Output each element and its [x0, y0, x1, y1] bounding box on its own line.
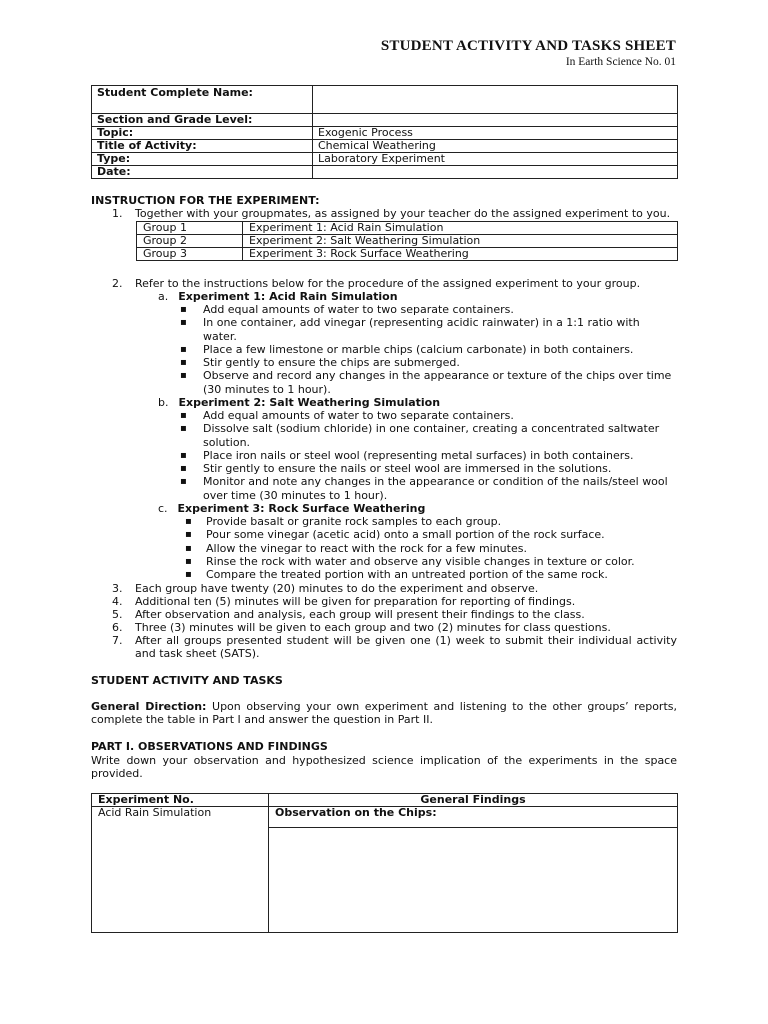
step-item: ▪ Add equal amounts of water to two separate containers. — [180, 303, 677, 316]
info-value-field[interactable] — [313, 86, 678, 114]
step-item: ▪ In one container, add vinegar (representing acidic rainwater) in a 1:1 ratio with water. — [180, 316, 677, 343]
info-value: Chemical Weathering — [313, 140, 678, 153]
group-name: Group 3 — [137, 248, 243, 261]
instruction-item: Refer to the instructions below for the procedure of the assigned experiment to your group. — [135, 277, 641, 290]
general-direction-label: General Direction: — [91, 700, 207, 713]
col-general-findings: General Findings — [269, 794, 678, 807]
experiment-title: Experiment 2: Salt Weathering Simulation — [178, 396, 441, 409]
general-direction — [91, 700, 677, 727]
obs-header-row — [92, 794, 678, 807]
item-number: 7. — [112, 634, 123, 647]
info-row — [92, 114, 678, 127]
step-item: ▪ Stir gently to ensure the chips are submerged. — [180, 356, 677, 369]
item-number: 2. — [112, 277, 123, 290]
step-item: ▪ Dissolve salt (sodium chloride) in one container, creating a concentrated saltwater solution. — [180, 422, 677, 449]
obs-row — [92, 807, 678, 828]
item-number: 4. — [112, 595, 123, 608]
sheet-title: STUDENT ACTIVITY AND TASKS SHEET — [380, 38, 676, 54]
step-item: ▪ Add equal amounts of water to two separate containers. — [180, 409, 677, 422]
step-item: ▪ Rinse the rock with water and observe any visible changes in texture or color. — [180, 555, 677, 568]
group-name: Group 2 — [137, 235, 243, 248]
obs-answer-field[interactable] — [269, 828, 678, 933]
info-label: Section and Grade Level: — [92, 114, 313, 127]
group-row — [137, 248, 678, 261]
step-item: ▪ Stir gently to ensure the nails or steel wool are immersed in the solutions. — [180, 462, 677, 475]
info-row — [92, 140, 678, 153]
group-row — [137, 222, 678, 235]
step-item: ▪ Place a few limestone or marble chips (calcium carbonate) in both containers. — [180, 343, 677, 356]
group-experiment: Experiment 2: Salt Weathering Simulation — [243, 235, 678, 248]
experiment-letter: c. — [158, 502, 168, 515]
item-number: 3. — [112, 582, 123, 595]
info-label: Title of Activity: — [92, 140, 313, 153]
col-experiment-no: Experiment No. — [92, 794, 269, 807]
step-item: ▪ Pour some vinegar (acetic acid) onto a small portion of the rock surface. — [180, 528, 677, 541]
info-row — [92, 153, 678, 166]
instruction-item: Together with your groupmates, as assigned by your teacher do the assigned experiment to you. — [135, 207, 671, 220]
info-value: Laboratory Experiment — [313, 153, 678, 166]
item-number: 1. — [112, 207, 123, 220]
activity-heading: STUDENT ACTIVITY AND TASKS — [91, 674, 283, 687]
step-item: ▪ Allow the vinegar to react with the rock for a few minutes. — [180, 542, 677, 555]
experiment-heading — [158, 290, 398, 303]
instruction-item: Additional ten (5) minutes will be given for preparation for reporting of findings. — [135, 595, 576, 608]
info-label: Student Complete Name: — [92, 86, 313, 114]
step-item: ▪ Observe and record any changes in the appearance or texture of the chips over time (30 minutes to 1 hour). — [180, 369, 677, 396]
experiment-letter: a. — [158, 290, 169, 303]
group-experiment: Experiment 3: Rock Surface Weathering — [243, 248, 678, 261]
experiment-heading — [158, 396, 440, 409]
sheet-subtitle: In Earth Science No. 01 — [565, 56, 676, 68]
experiment-steps — [180, 409, 677, 502]
info-row — [92, 166, 678, 179]
item-number: 5. — [112, 608, 123, 621]
instruction-item: Three (3) minutes will be given to each group and two (2) minutes for class questions. — [135, 621, 611, 634]
experiment-letter: b. — [158, 396, 169, 409]
observation-table — [91, 793, 678, 933]
info-label: Type: — [92, 153, 313, 166]
step-item: ▪ Place iron nails or steel wool (representing metal surfaces) in both containers. — [180, 449, 677, 462]
experiment-steps — [180, 303, 677, 396]
info-row — [92, 127, 678, 140]
experiment-heading — [158, 502, 425, 515]
group-assignment-table — [136, 221, 678, 261]
item-number: 6. — [112, 621, 123, 634]
part1-instructions: Write down your observation and hypothesized science implication of the experiments in the space provided. — [91, 754, 677, 781]
group-row — [137, 235, 678, 248]
student-info-table — [91, 85, 678, 179]
step-item: ▪ Provide basalt or granite rock samples to each group. — [180, 515, 677, 528]
obs-experiment-name: Acid Rain Simulation — [92, 807, 269, 933]
general-direction-text: Upon observing your own experiment and listening to the other groups’ reports, complete the table in Part I and answer the question in Part II. — [91, 700, 677, 727]
experiment-title: Experiment 1: Acid Rain Simulation — [178, 290, 398, 303]
experiment-title: Experiment 3: Rock Surface Weathering — [177, 502, 426, 515]
part1-heading: PART I. OBSERVATIONS AND FINDINGS — [91, 740, 328, 753]
info-row — [92, 86, 678, 114]
instruction-item: After all groups presented student will be given one (1) week to submit their individual activity and task sheet (SATS). — [135, 634, 677, 661]
info-value-field[interactable] — [313, 114, 678, 127]
info-label: Date: — [92, 166, 313, 179]
instruction-item: After observation and analysis, each group will present their findings to the class. — [135, 608, 585, 621]
step-item: ▪ Monitor and note any changes in the appearance or condition of the nails/steel wool over time (30 minutes to 1 hour). — [180, 475, 677, 502]
experiment-steps — [180, 515, 677, 581]
instruction-item: Each group have twenty (20) minutes to do the experiment and observe. — [135, 582, 539, 595]
info-value: Exogenic Process — [313, 127, 678, 140]
step-item: ▪ Compare the treated portion with an untreated portion of the same rock. — [180, 568, 677, 581]
info-value-field[interactable] — [313, 166, 678, 179]
instructions-heading: INSTRUCTION FOR THE EXPERIMENT: — [91, 194, 320, 207]
group-name: Group 1 — [137, 222, 243, 235]
group-experiment: Experiment 1: Acid Rain Simulation — [243, 222, 678, 235]
obs-subheading: Observation on the Chips: — [269, 807, 678, 828]
info-label: Topic: — [92, 127, 313, 140]
